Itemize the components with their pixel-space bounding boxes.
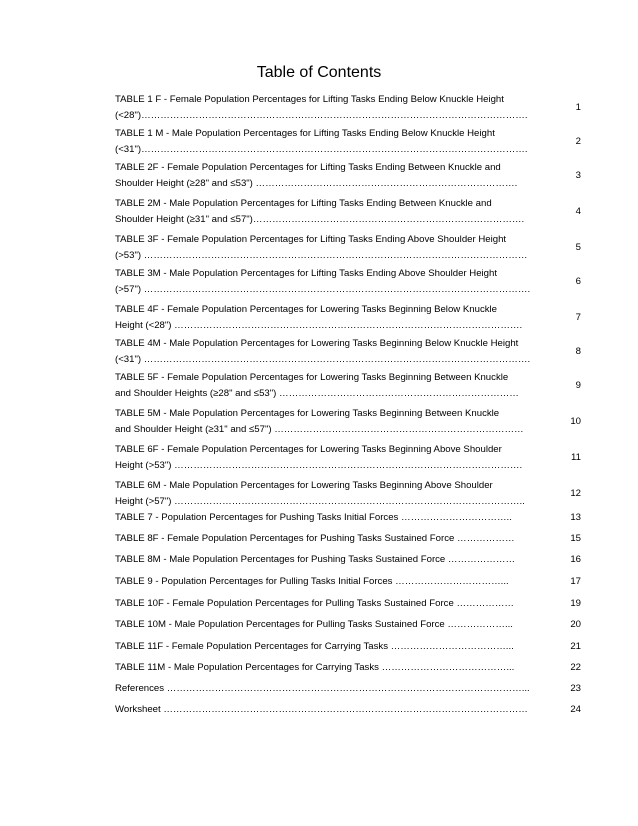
toc-entry-title xyxy=(115,370,555,402)
toc-entry-title xyxy=(115,510,555,526)
toc-entry-line: TABLE 11M - Male Population Percentages for Carrying Tasks …………………………………... xyxy=(115,662,515,673)
toc-entry-line: TABLE 10F - Female Population Percentages for Pulling Tasks Sustained Force ……………… xyxy=(115,598,515,609)
toc-entry[interactable] xyxy=(115,336,581,368)
toc-entry-line: TABLE 3F - Female Population Percentages for Lifting Tasks Ending Above Shoulder Height xyxy=(115,234,507,245)
toc-entry-line-continued: Shoulder Height (≥31" and ≤57")…………………………………………………………………………. xyxy=(115,214,525,225)
toc-entry[interactable] xyxy=(115,531,581,547)
toc-entry-title xyxy=(115,478,555,510)
toc-entry[interactable] xyxy=(115,92,581,124)
toc-page-number: 13 xyxy=(570,512,581,523)
toc-page-number: 3 xyxy=(575,170,581,181)
toc-entry-title xyxy=(115,126,555,158)
toc-entry-title xyxy=(115,596,555,612)
toc-entry-title xyxy=(115,617,555,633)
toc-entry-title xyxy=(115,406,555,438)
toc-page-number: 7 xyxy=(575,312,581,323)
toc-entry-line-continued: Height (<28") ………………………………………………………………………………………………. xyxy=(115,320,523,331)
toc-entry-line-continued: and Shoulder Height (≥31" and ≤57") …………………………………………………………………… xyxy=(115,424,524,435)
toc-entry-title xyxy=(115,266,555,298)
toc-page-number: 19 xyxy=(570,598,581,609)
toc-entry-title xyxy=(115,232,555,264)
toc-entry[interactable] xyxy=(115,370,581,402)
toc-page-number: 23 xyxy=(570,683,581,694)
toc-page-number: 17 xyxy=(570,576,581,587)
toc-page-number: 16 xyxy=(570,554,581,565)
toc-entry[interactable] xyxy=(115,617,581,633)
toc-entry-title xyxy=(115,442,555,474)
page-title: Table of Contents xyxy=(256,64,382,81)
toc-entry[interactable] xyxy=(115,596,581,612)
toc-entry-line: TABLE 4F - Female Population Percentages for Lowering Tasks Beginning Below Knuckle xyxy=(115,304,498,315)
toc-entry-line-continued: (<28")…………………………………………………………………………………………………………. xyxy=(115,110,528,121)
toc-entry-title xyxy=(115,681,555,697)
toc-entry-line-continued: and Shoulder Heights (≥28" and ≤53") ………………………………………………………………… xyxy=(115,388,519,399)
toc-page-number: 21 xyxy=(570,641,581,652)
toc-page-number: 5 xyxy=(575,242,581,253)
toc-entry-line: TABLE 5M - Male Population Percentages for Lowering Tasks Beginning Between Knuckle xyxy=(115,408,500,419)
toc-page-number: 1 xyxy=(575,102,581,113)
toc-entry[interactable] xyxy=(115,302,581,334)
toc-entry-line-continued: (>53") ………………………………………………………………………………………………………… xyxy=(115,250,528,261)
toc-page-number: 2 xyxy=(575,136,581,147)
toc-entry[interactable] xyxy=(115,406,581,438)
toc-entry-line: TABLE 10M - Male Population Percentages for Pulling Tasks Sustained Force ………………... xyxy=(115,619,513,630)
toc-entry[interactable] xyxy=(115,160,581,192)
toc-entry-line-continued: (<31") …………………………………………………………………………………………………………. xyxy=(115,354,531,365)
toc-entry-line-continued: Shoulder Height (≥28" and ≤53") ………………………………………………………………………. xyxy=(115,178,518,189)
toc-entry[interactable] xyxy=(115,126,581,158)
toc-entry-title xyxy=(115,196,555,228)
toc-page-number: 10 xyxy=(570,416,581,427)
toc-entry-title xyxy=(115,552,555,568)
toc-entry-title xyxy=(115,639,555,655)
toc-entry[interactable] xyxy=(115,639,581,655)
toc-entry-title xyxy=(115,574,555,590)
toc-page-number: 6 xyxy=(575,276,581,287)
toc-entry-line: TABLE 8F - Female Population Percentages for Pushing Tasks Sustained Force ……………… xyxy=(115,533,515,544)
toc-entry[interactable] xyxy=(115,681,581,697)
toc-entry-title xyxy=(115,531,555,547)
toc-entry[interactable] xyxy=(115,574,581,590)
toc-entry-line: TABLE 9 - Population Percentages for Pulling Tasks Initial Forces ……………………………... xyxy=(115,576,509,587)
toc-page-number: 9 xyxy=(575,380,581,391)
toc-entry-line: TABLE 8M - Male Population Percentages for Pushing Tasks Sustained Force ………………… xyxy=(115,554,516,565)
toc-entry-line-continued: Height (>57") ……………………………………………………………………………………………….. xyxy=(115,496,525,507)
toc-page-number: 24 xyxy=(570,704,581,715)
toc-entry-line: Worksheet …………………………………………………………………………………………………… xyxy=(115,704,528,715)
toc-entry-line: TABLE 2F - Female Population Percentages for Lifting Tasks Ending Between Knuckle and xyxy=(115,162,501,173)
toc-entry-line-continued: (<31")…………………………………………………………………………………………………………. xyxy=(115,144,528,155)
toc-entry[interactable] xyxy=(115,552,581,568)
toc-entry[interactable] xyxy=(115,660,581,676)
toc-entry-line: TABLE 2M - Male Population Percentages for Lifting Tasks Ending Between Knuckle and xyxy=(115,198,492,209)
toc-entry[interactable] xyxy=(115,266,581,298)
toc-entry-line: TABLE 7 - Population Percentages for Pushing Tasks Initial Forces …………………………….. xyxy=(115,512,512,523)
toc-page-number: 22 xyxy=(570,662,581,673)
toc-page-number: 11 xyxy=(571,452,581,463)
toc-page-number: 20 xyxy=(570,619,581,630)
toc-page-number: 12 xyxy=(570,488,581,499)
toc-entry-title xyxy=(115,92,555,124)
toc-entry-line: TABLE 4M - Male Population Percentages for Lowering Tasks Beginning Below Knuckle Height xyxy=(115,338,519,349)
toc-entry[interactable] xyxy=(115,232,581,264)
toc-entry[interactable] xyxy=(115,196,581,228)
toc-entry-line: TABLE 1 F - Female Population Percentages for Lifting Tasks Ending Below Knuckle Height xyxy=(115,94,504,105)
toc-entry-line: TABLE 3M - Male Population Percentages for Lifting Tasks Ending Above Shoulder Height xyxy=(115,268,498,279)
toc-entry-line-continued: (>57") …………………………………………………………………………………………………………. xyxy=(115,284,531,295)
toc-entry-line: TABLE 5F - Female Population Percentages for Lowering Tasks Beginning Between Knuckle xyxy=(115,372,509,383)
toc-entry[interactable] xyxy=(115,510,581,526)
toc-entry-line: TABLE 1 M - Male Population Percentages for Lifting Tasks Ending Below Knuckle Height xyxy=(115,128,495,139)
toc-page-number: 8 xyxy=(575,346,581,357)
toc-entry[interactable] xyxy=(115,702,581,718)
toc-entry-title xyxy=(115,302,555,334)
toc-entry-line: TABLE 11F - Female Population Percentages for Carrying Tasks ………………………………... xyxy=(115,641,514,652)
toc-entry-title xyxy=(115,702,555,718)
toc-entry-line: References …………………………………………………………………………………………………... xyxy=(115,683,530,694)
toc-page-number: 15 xyxy=(570,533,581,544)
toc-entry-title xyxy=(115,160,555,192)
toc-entry[interactable] xyxy=(115,442,581,474)
toc-page-number: 4 xyxy=(575,206,581,217)
toc-entry[interactable] xyxy=(115,478,581,510)
toc-entry-line-continued: Height (>53") ………………………………………………………………………………………………. xyxy=(115,460,523,471)
toc-entry-line: TABLE 6M - Male Population Percentages for Lowering Tasks Beginning Above Shoulder xyxy=(115,480,493,491)
toc-entry-title xyxy=(115,336,555,368)
toc-entry-line: TABLE 6F - Female Population Percentages for Lowering Tasks Beginning Above Shoulder xyxy=(115,444,502,455)
toc-entry-title xyxy=(115,660,555,676)
